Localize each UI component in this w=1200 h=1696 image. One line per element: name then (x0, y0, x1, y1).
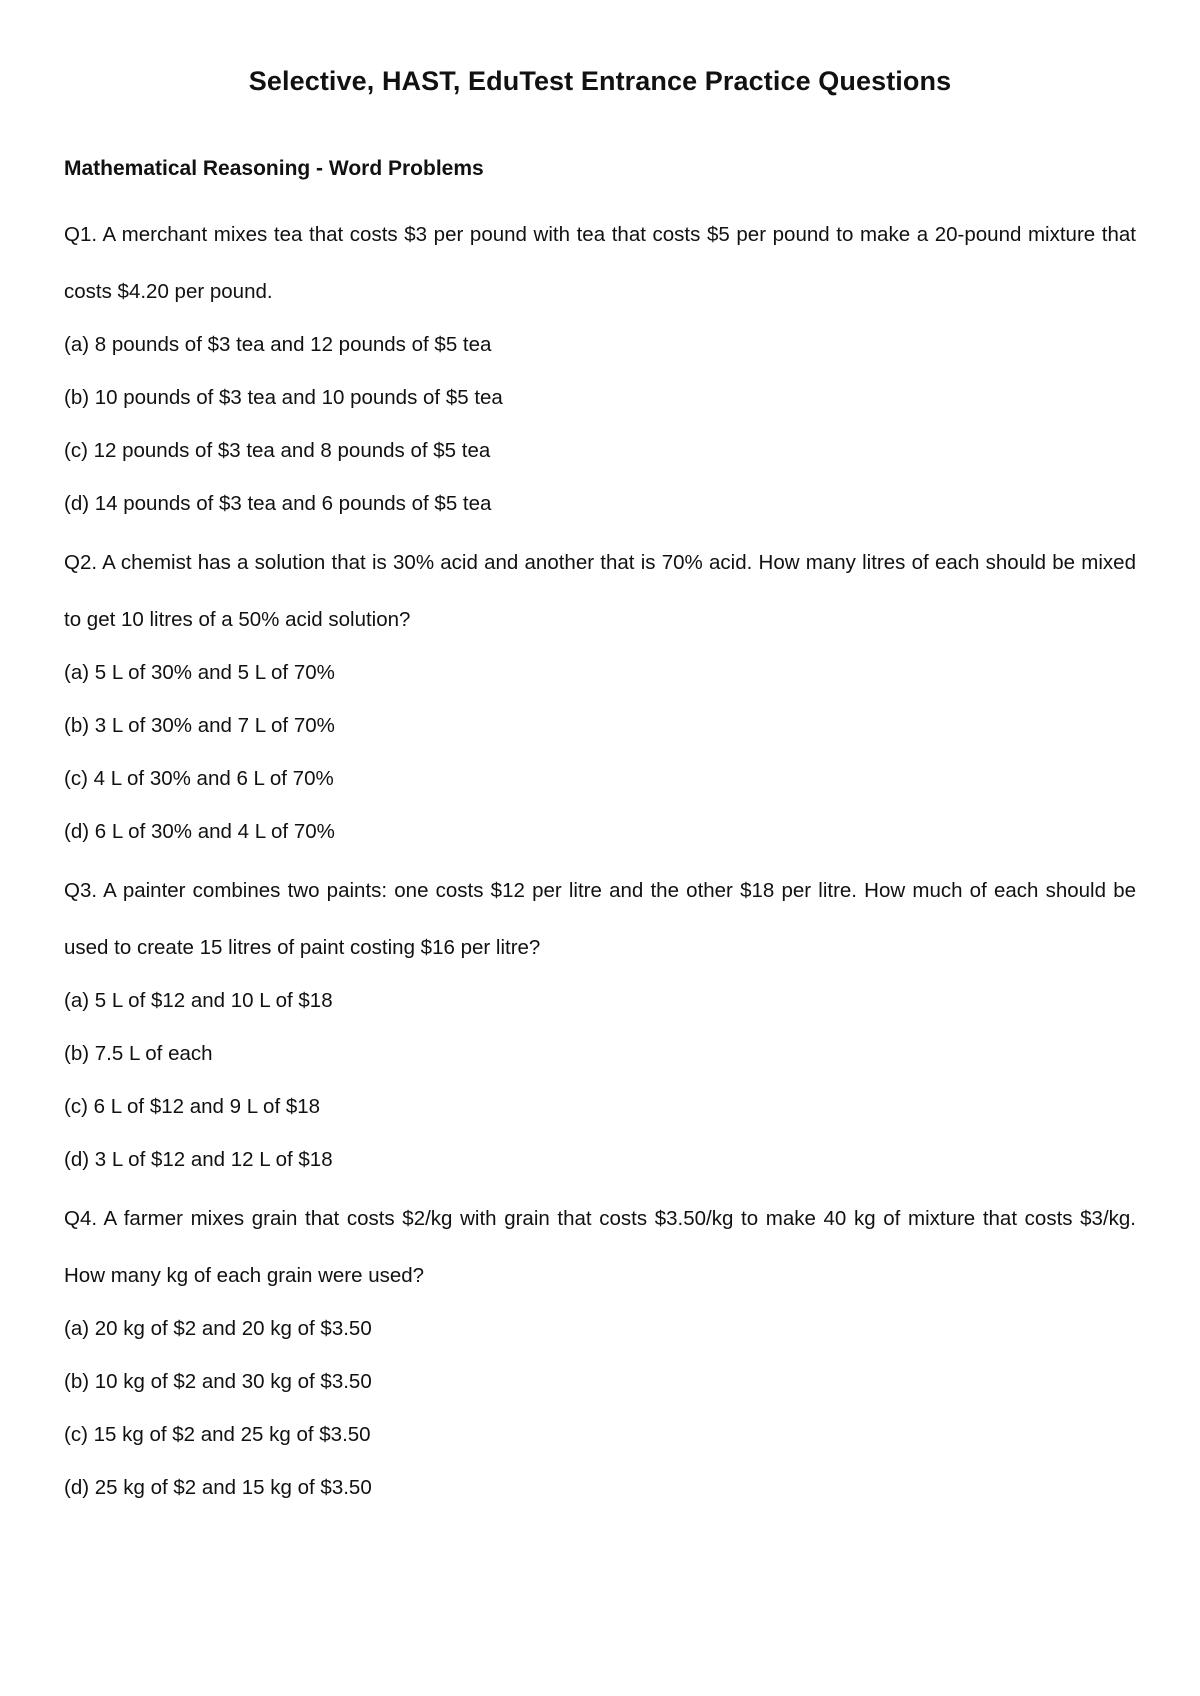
answer-option-b: (b) 10 pounds of $3 tea and 10 pounds of $5 tea (64, 386, 503, 409)
question-4 (64, 1190, 1136, 1516)
answer-option-d: (d) 6 L of 30% and 4 L of 70% (64, 820, 335, 843)
answer-option-a: (a) 8 pounds of $3 tea and 12 pounds of $5 tea (64, 333, 492, 356)
answer-option-d: (d) 3 L of $12 and 12 L of $18 (64, 1148, 333, 1171)
question-1 (64, 206, 1136, 532)
answer-option-c: (c) 15 kg of $2 and 25 kg of $3.50 (64, 1423, 371, 1446)
answer-option-c: (c) 4 L of 30% and 6 L of 70% (64, 767, 334, 790)
answer-option-d: (d) 25 kg of $2 and 15 kg of $3.50 (64, 1476, 372, 1499)
answer-option-b: (b) 10 kg of $2 and 30 kg of $3.50 (64, 1370, 372, 1393)
answer-option-c: (c) 12 pounds of $3 tea and 8 pounds of $5 tea (64, 439, 491, 462)
question-text: Q3. A painter combines two paints: one costs $12 per litre and the other $18 per litre. How much of each should be used to create 15 litres of paint costing $16 per litre? (64, 879, 1136, 959)
answer-option-b: (b) 7.5 L of each (64, 1042, 213, 1065)
question-text: Q4. A farmer mixes grain that costs $2/kg with grain that costs $3.50/kg to make 40 kg of mixture that costs $3/kg. How many kg of each grain were used? (64, 1207, 1136, 1287)
question-list (64, 218, 1136, 1516)
answer-option-c: (c) 6 L of $12 and 9 L of $18 (64, 1095, 321, 1118)
question-2 (64, 534, 1136, 860)
question-3 (64, 862, 1136, 1188)
answer-option-d: (d) 14 pounds of $3 tea and 6 pounds of $5 tea (64, 492, 492, 515)
question-text: Q1. A merchant mixes tea that costs $3 per pound with tea that costs $5 per pound to make a 20-pound mixture that costs $4.20 per pound. (64, 223, 1136, 303)
section-heading: Mathematical Reasoning - Word Problems (64, 157, 484, 180)
answer-option-a: (a) 5 L of 30% and 5 L of 70% (64, 661, 335, 684)
answer-option-a: (a) 5 L of $12 and 10 L of $18 (64, 989, 333, 1012)
question-text: Q2. A chemist has a solution that is 30% acid and another that is 70% acid. How many litres of each should be mixed to get 10 litres of a 50% acid solution? (64, 551, 1136, 631)
answer-option-b: (b) 3 L of 30% and 7 L of 70% (64, 714, 335, 737)
page-title: Selective, HAST, EduTest Entrance Practice Questions (248, 66, 952, 96)
answer-option-a: (a) 20 kg of $2 and 20 kg of $3.50 (64, 1317, 372, 1340)
